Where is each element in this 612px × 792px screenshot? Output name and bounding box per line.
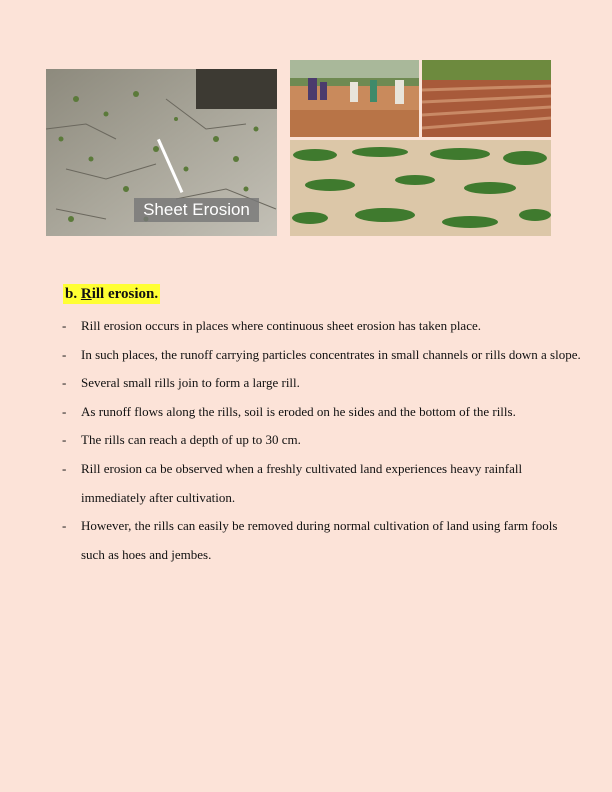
list-item: - However, the rills can easily be removed during normal cultivation of land using farm fools such as hoes and jembes. (62, 518, 558, 562)
ploughed-field-photo (422, 60, 551, 137)
section-letter: b. (65, 286, 78, 302)
sheet-erosion-caption: Sheet Erosion (134, 198, 259, 222)
list-item: - Rill erosion occurs in places where continuous sheet erosion has taken place. (62, 318, 481, 333)
bullet-list (62, 312, 582, 569)
farmers-working-photo (290, 60, 419, 137)
heading-rest: ill erosion. (91, 286, 159, 302)
list-item: - In such places, the runoff carrying particles concentrates in small channels or rills down a slope. (62, 346, 581, 362)
list-item: - Rill erosion ca be observed when a freshly cultivated land experiences heavy rainfall immediately after cultivation. (62, 460, 523, 505)
list-item: - Several small rills join to form a large rill. (62, 375, 300, 391)
section-heading (63, 284, 160, 304)
list-item: - The rills can reach a depth of up to 30 cm. (62, 432, 301, 448)
rill-erosion-field-photo (290, 140, 551, 236)
heading-first-letter: R (80, 286, 92, 302)
list-item: - As runoff flows along the rills, soil is eroded on he sides and the bottom of the rills. (62, 403, 516, 419)
